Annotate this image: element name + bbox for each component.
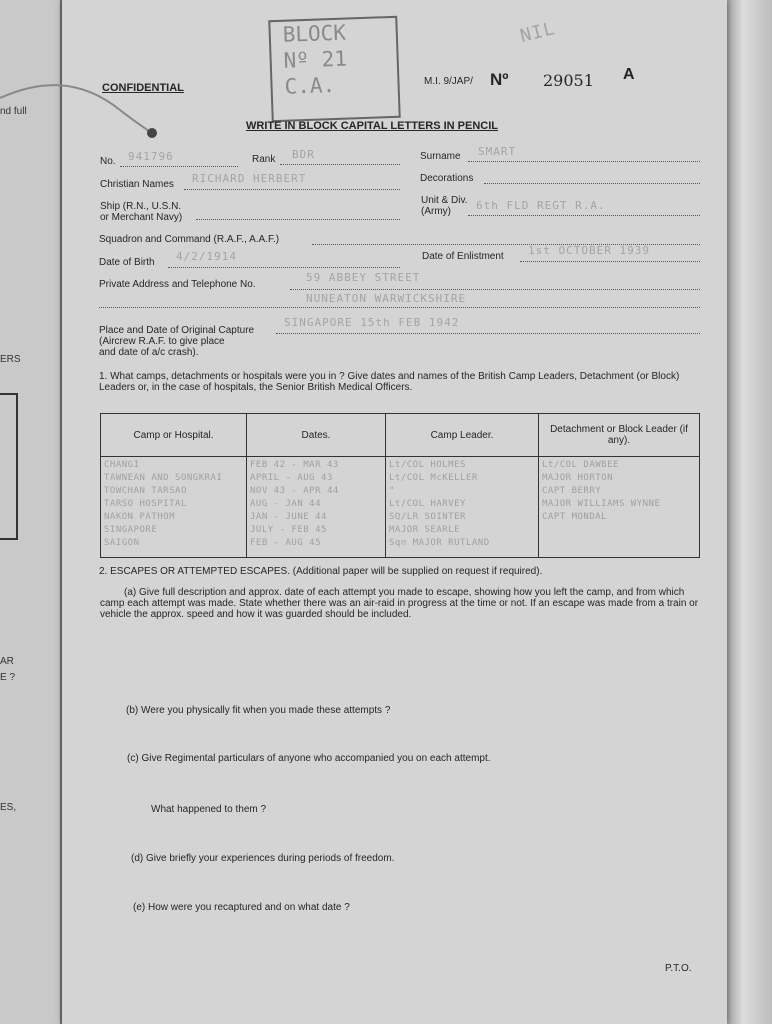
number-prefix: Nº (490, 70, 509, 89)
decorations-label: Decorations (420, 173, 474, 184)
ship-label: Ship (R.N., U.S.N. or Merchant Navy) (100, 201, 183, 223)
pencil-instruction: WRITE IN BLOCK CAPITAL LETTERS IN PENCIL (246, 120, 498, 132)
rank-label: Rank (252, 154, 276, 165)
left-page-fragment: ERS (0, 354, 21, 365)
block-stamp: BLOCK Nº 21 C.A. (268, 16, 400, 122)
dob-value: 4/2/1914 (176, 250, 237, 263)
form-number: 29051 (543, 71, 594, 90)
pencil-mark: NIL (517, 18, 558, 47)
surname-value: SMART (478, 145, 517, 158)
camps-table (100, 413, 700, 558)
christian-names-value: RICHARD HERBERT (192, 172, 307, 185)
left-page-box (0, 393, 18, 540)
question-2c: (c) Give Regimental particulars of anyone who accompanied you on each attempt. (127, 753, 491, 764)
no-value: 941796 (128, 150, 174, 163)
left-page-fragment: nd full (0, 106, 27, 117)
address-line-1: 59 ABBEY STREET (306, 271, 421, 284)
camps-cell: CHANGI TAWNEAN AND SONGKRAI TOWCHAN TARSAO TARSO HOSPITAL NAKON PATHOM SINGAPORE SAIGON (101, 457, 247, 558)
confidential-label: CONFIDENTIAL (102, 82, 184, 94)
col-leader-header: Camp Leader. (386, 414, 539, 457)
unit-value: 6th FLD REGT R.A. (476, 199, 606, 212)
question-2b: (b) Were you physically fit when you made these attempts ? (126, 705, 391, 716)
pto-label: P.T.O. (665, 963, 692, 974)
address-line-2: NUNEATON WARWICKSHIRE (306, 292, 467, 305)
christian-names-label: Christian Names (100, 179, 174, 190)
unit-label: Unit & Div. (Army) (421, 195, 468, 217)
col-detachment-header: Detachment or Block Leader (if any). (539, 414, 700, 457)
form-letter: A (623, 66, 635, 83)
dates-cell: FEB 42 - MAR 43 APRIL - AUG 43 NOV 43 - APR 44 AUG - JAN 44 JAN - JUNE 44 JULY - FEB 45 FEB - AUG 45 (247, 457, 386, 558)
col-dates-header: Dates. (247, 414, 386, 457)
question-2a: (a) Give full description and approx. date of each attempt you made to escape, showing how you left the camp, and from which camp each attempt was made. State whether there was an air-raid in progress at the time or not. If an escape was made from a train or vehicle the approx. speed and how it was guarded should be included. (100, 587, 699, 620)
rank-value: BDR (292, 148, 315, 161)
surname-label: Surname (420, 151, 461, 162)
capture-label: Place and Date of Original Capture (Aircrew R.A.F. to give place and date of a/c crash). (99, 325, 255, 358)
detachments-cell: Lt/COL DAWBEE MAJOR HORTON CAPT BERRY MAJOR WILLIAMS WYNNE CAPT MONDAL (539, 457, 700, 558)
question-2-title: 2. ESCAPES OR ATTEMPTED ESCAPES. (Additional paper will be supplied on request if required). (99, 566, 543, 577)
left-page-fragment: ES, (0, 802, 17, 813)
page-stack-edge (724, 0, 772, 1024)
left-page-fragment: E ? (0, 672, 16, 683)
leaders-cell: Lt/COL HOLMES Lt/COL McKELLER " Lt/COL HARVEY SQ/LR SOINTER MAJOR SEARLE Sqn MAJOR RUTLAND (386, 457, 539, 558)
squadron-label: Squadron and Command (R.A.F., A.A.F.) (99, 234, 280, 245)
question-2e: (e) How were you recaptured and on what date ? (133, 902, 350, 913)
question-2d: (d) Give briefly your experiences during periods of freedom. (131, 853, 395, 864)
enlistment-value: 1st OCTOBER 1939 (528, 244, 650, 257)
left-page-fragment: AR (0, 656, 14, 667)
question-2c-followup: What happened to them ? (151, 804, 267, 815)
question-1: 1. What camps, detachments or hospitals were you in ? Give dates and names of the British Camp Leaders, Detachment (or Block) Leaders or, in the case of hospitals, the Senior British Medical Officers. (99, 371, 680, 393)
dob-label: Date of Birth (99, 257, 155, 268)
no-label: No. (100, 156, 116, 167)
enlistment-label: Date of Enlistment (422, 251, 504, 262)
capture-value: SINGAPORE 15th FEB 1942 (284, 316, 460, 329)
col-camp-header: Camp or Hospital. (101, 414, 247, 457)
form-code: M.I. 9/JAP/ (424, 76, 473, 87)
address-label: Private Address and Telephone No. (99, 279, 256, 290)
